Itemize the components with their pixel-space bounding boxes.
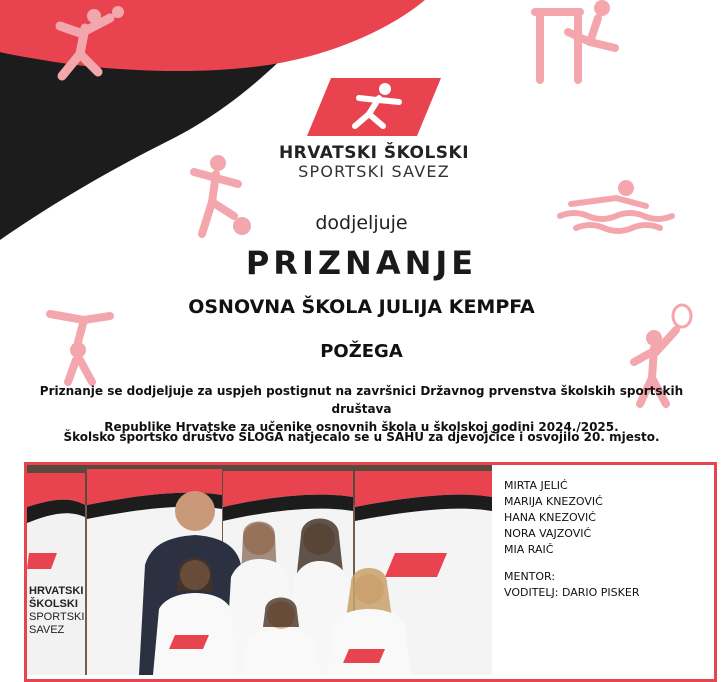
- awards-verb: dodjeljuje: [315, 212, 408, 234]
- photo-banner-line3: SPORTSKI: [29, 611, 85, 623]
- team-photo: [27, 465, 492, 675]
- description-line1: Priznanje se dodjeljuje za uspjeh postignut na završnici Državnog prvenstva školskih sportskih društava: [39, 384, 684, 416]
- runner-logo-icon: [307, 78, 441, 136]
- mentor-value: VODITELJ: DARIO PISKER: [504, 586, 640, 599]
- organization-name-line2: SPORTSKI SAVEZ: [298, 162, 450, 181]
- hurdler-icon: [520, 0, 630, 85]
- school-city: POŽEGA: [320, 341, 403, 362]
- achievement-text: Školsko sportsko društvo SLOGA natjecalo se u ŠAHU za djevojčice i osvojilo 20. mjesto.: [63, 430, 660, 444]
- team-roster: [504, 478, 709, 601]
- banner-left: [27, 473, 85, 675]
- volleyball-player-icon: [40, 6, 130, 86]
- team-member: MARIJA KNEZOVIĆ: [504, 495, 603, 508]
- team-member: HANA KNEZOVIĆ: [504, 511, 596, 524]
- photo-banner-line1: HRVATSKI: [29, 585, 84, 597]
- team-member: NORA VAJZOVIĆ: [504, 527, 592, 540]
- mentor-block: [504, 569, 709, 601]
- school-name: OSNOVNA ŠKOLA JULIJA KEMPFA: [188, 296, 535, 318]
- mentor-label: MENTOR:: [504, 570, 556, 583]
- award-title: PRIZNANJE: [245, 244, 478, 282]
- organization-logo: [276, 78, 472, 181]
- description-line2: Republike Hrvatske za učenike osnovnih škola u školskoj godini 2024./2025.: [104, 420, 619, 434]
- photo-banner-line4: SAVEZ: [29, 624, 65, 636]
- team-member: MIA RAIČ: [504, 543, 554, 556]
- photo-banner-line2: ŠKOLSKI: [29, 598, 78, 610]
- team-member: MIRTA JELIĆ: [504, 479, 568, 492]
- photo-banner-text: [29, 585, 84, 637]
- organization-name-line1: HRVATSKI ŠKOLSKI: [278, 143, 470, 163]
- team-photo-scene: [27, 465, 492, 675]
